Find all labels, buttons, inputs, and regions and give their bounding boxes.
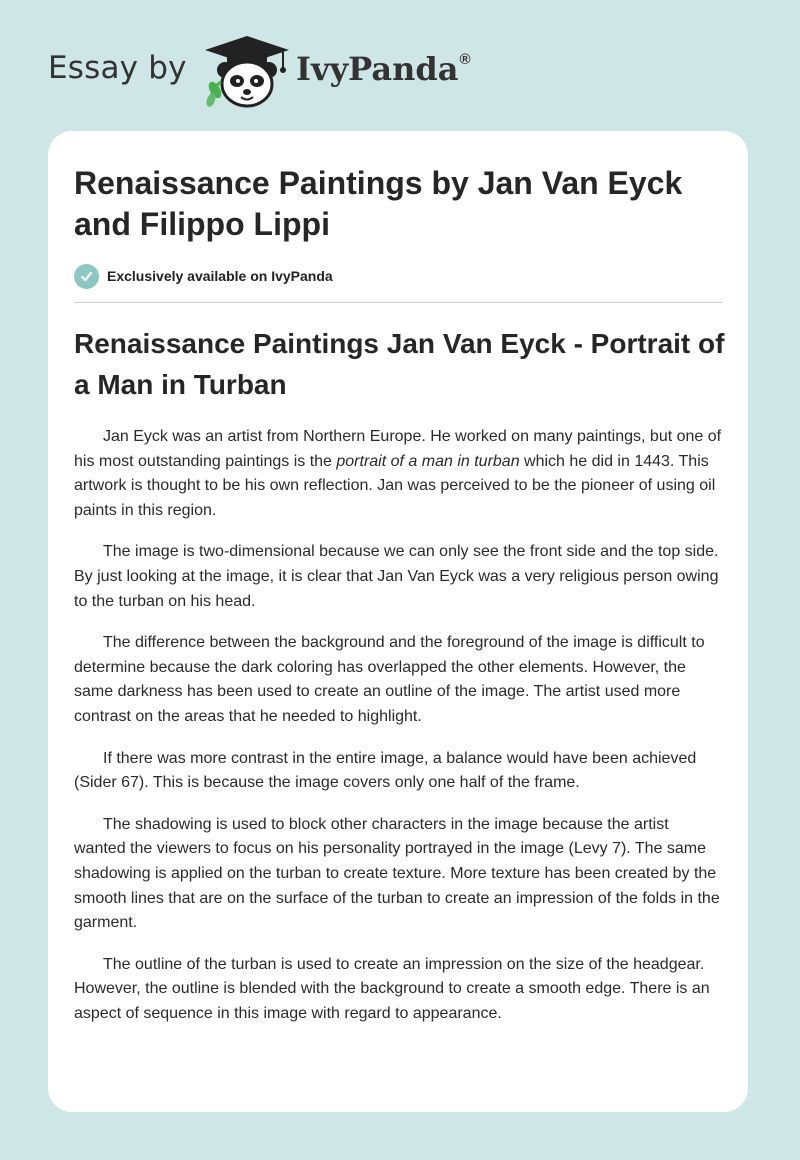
paragraph-5: The shadowing is used to block other characters in the image because the artist wanted the viewers to focus on his personality portrayed in the image (Levy 7). The same shadowing is applied on the turban to create texture. More texture has been created by the smooth lines that are on the surface of the turban to create an impression of the folds in the garment. (74, 815, 720, 932)
paragraph-4: If there was more contrast in the entire image, a balance would have been achieved (Sider 67). This is because the image covers only one half of the frame. (74, 749, 697, 792)
brand-name[interactable] (296, 50, 471, 88)
check-icon (74, 264, 99, 289)
article-card (48, 131, 748, 1112)
paragraph-6: The outline of the turban is used to create an impression on the size of the headgear. However, the outline is blended with the background to create a smooth edge. There is an aspect of sequence in this image with regard to appearance. (74, 955, 710, 1022)
title-divider (74, 302, 722, 303)
site-header (0, 0, 800, 130)
paragraph-1-artwork-title: portrait of a man in turban (336, 452, 520, 470)
paragraph-2: The image is two-dimensional because we can only see the front side and the top side. By just looking at the image, it is clear that Jan Van Eyck was a very religious person owing to the turban on his head. (74, 543, 719, 610)
paragraph-1-start: Jan Eyck was an artist from Northern Europe. He worked on many paintings, but one of his most outstanding paintings is the (74, 428, 722, 470)
paragraph-1-end: which he did in 1443. This artwork is thought to be his own reflection. Jan was perceived to be the pioneer of using oil paints in this region. (74, 452, 716, 519)
badge-label: Exclusively available on IvyPanda (107, 268, 333, 284)
panda-graduate-icon[interactable] (203, 34, 291, 110)
section-heading: Renaissance Paintings Jan Van Eyck - Portrait of a Man in Turban (74, 328, 725, 400)
paragraph-1 (74, 425, 724, 523)
essay-by-label: Essay by (48, 50, 187, 86)
paragraph-3: The difference between the background and the foreground of the image is difficult to determine because the dark coloring has overlapped the other elements. However, the same darkness has been used to create an outline of the image. The artist used more contrast on the areas that he needed to highlight. (74, 634, 705, 725)
brand-text: IvyPanda (296, 50, 459, 88)
article-body (74, 425, 724, 1043)
page-title: Renaissance Paintings by Jan Van Eyck and Filippo Lippi (74, 165, 683, 242)
registered-mark: ® (459, 51, 471, 69)
exclusive-badge (74, 263, 333, 289)
